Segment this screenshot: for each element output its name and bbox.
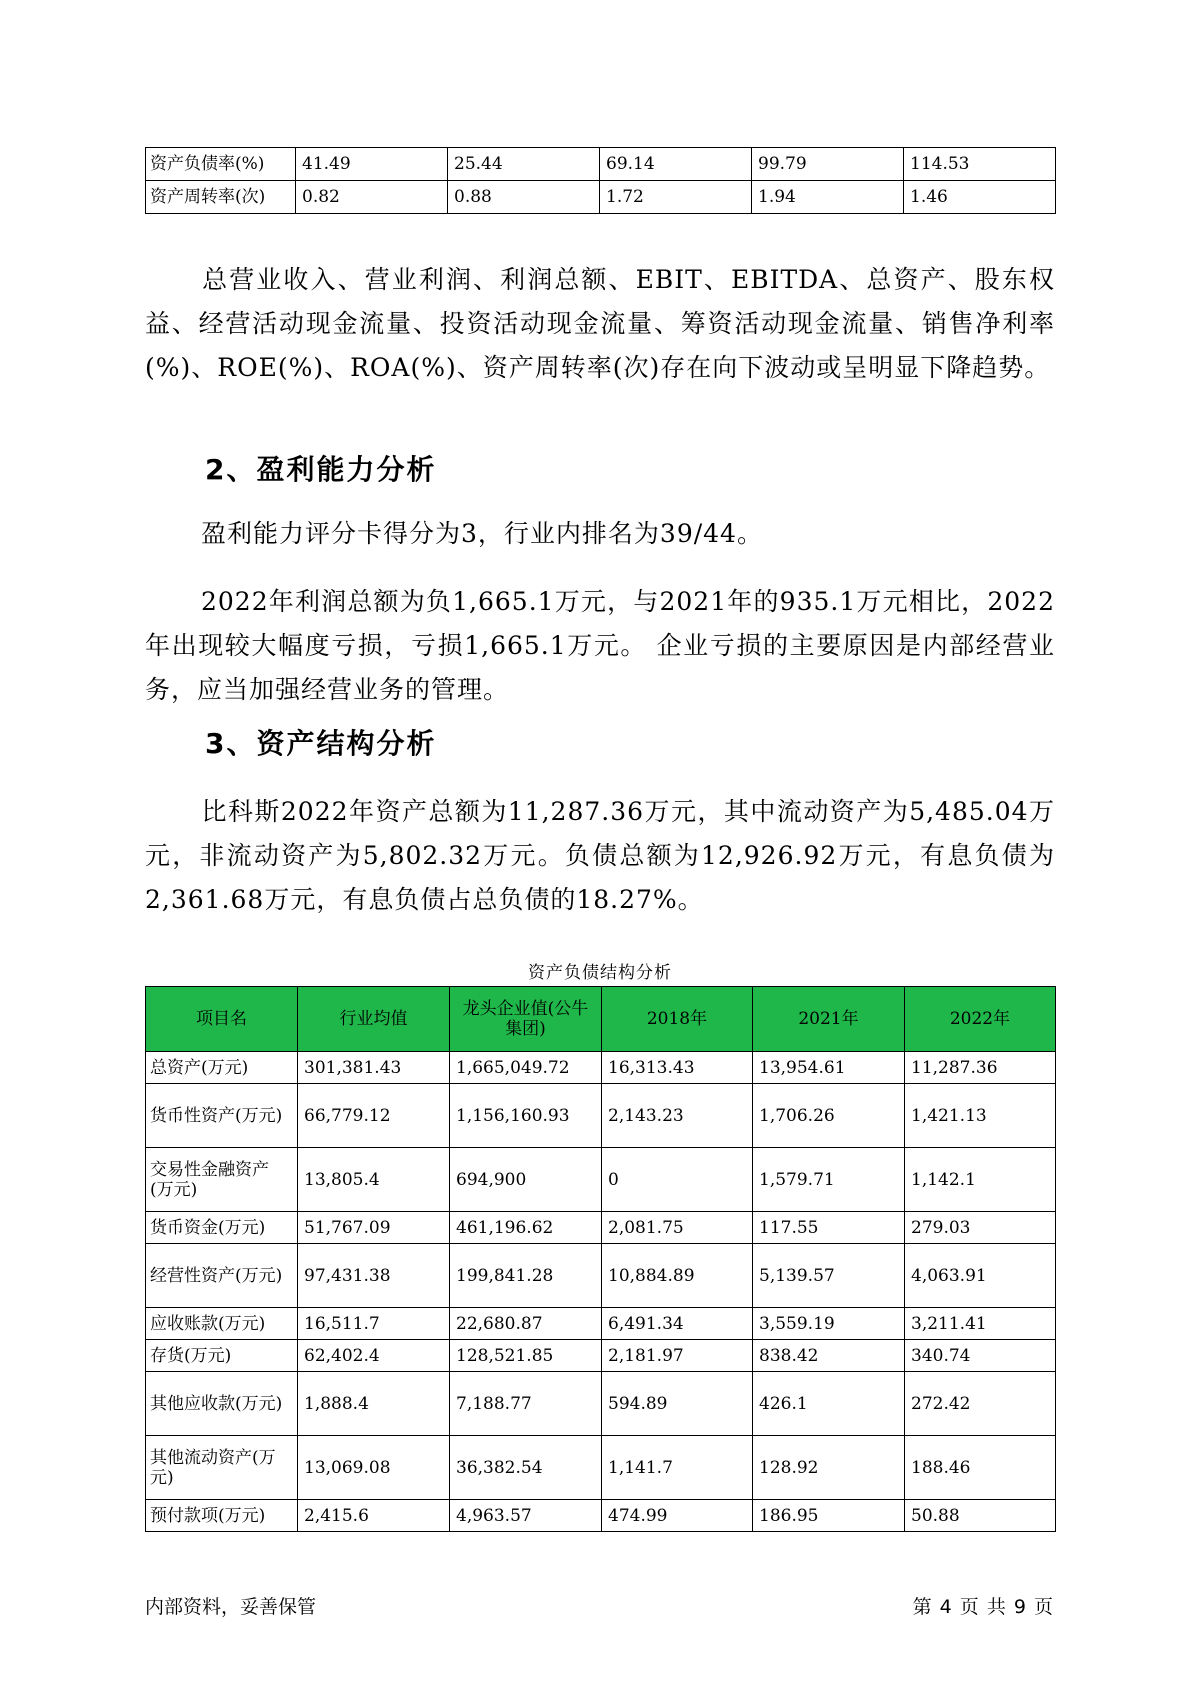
table-cell: 4,963.57 bbox=[450, 1500, 602, 1532]
table-cell: 97,431.38 bbox=[298, 1244, 450, 1308]
table-cell: 13,069.08 bbox=[298, 1436, 450, 1500]
table-cell: 474.99 bbox=[602, 1500, 753, 1532]
table-cell: 13,954.61 bbox=[753, 1052, 905, 1084]
table-row bbox=[146, 1244, 1056, 1308]
table-cell: 22,680.87 bbox=[450, 1308, 602, 1340]
table-cell: 0.88 bbox=[448, 181, 600, 214]
table-cell: 279.03 bbox=[905, 1212, 1056, 1244]
table-row bbox=[146, 1084, 1056, 1148]
row-label: 资产负债率(%) bbox=[146, 148, 296, 181]
row-label: 货币资金(万元) bbox=[146, 1212, 298, 1244]
table-row bbox=[146, 1052, 1056, 1084]
table-row bbox=[146, 1212, 1056, 1244]
table-cell: 2,143.23 bbox=[602, 1084, 753, 1148]
table-cell: 2,415.6 bbox=[298, 1500, 450, 1532]
row-label: 其他应收款(万元) bbox=[146, 1372, 298, 1436]
table-cell: 0.82 bbox=[296, 181, 448, 214]
table-cell: 1.72 bbox=[600, 181, 752, 214]
table-cell: 838.42 bbox=[753, 1340, 905, 1372]
row-label: 应收账款(万元) bbox=[146, 1308, 298, 1340]
table-cell: 128,521.85 bbox=[450, 1340, 602, 1372]
table-cell: 69.14 bbox=[600, 148, 752, 181]
asset-structure-table bbox=[145, 986, 1056, 1532]
table-row bbox=[146, 1340, 1056, 1372]
table-row bbox=[146, 1148, 1056, 1212]
column-header: 项目名 bbox=[146, 987, 298, 1052]
table-caption: 资产负债结构分析 bbox=[528, 963, 672, 983]
table-cell: 99.79 bbox=[752, 148, 904, 181]
table-cell: 1,665,049.72 bbox=[450, 1052, 602, 1084]
table-cell: 50.88 bbox=[905, 1500, 1056, 1532]
table-row bbox=[146, 1500, 1056, 1532]
trend-paragraph bbox=[145, 258, 1055, 390]
row-label: 预付款项(万元) bbox=[146, 1500, 298, 1532]
table-cell: 2,181.97 bbox=[602, 1340, 753, 1372]
table-cell: 1,141.7 bbox=[602, 1436, 753, 1500]
page-number: 第 4 页 共 9 页 bbox=[912, 1596, 1054, 1618]
table-cell: 36,382.54 bbox=[450, 1436, 602, 1500]
row-label: 交易性金融资产(万元) bbox=[146, 1148, 298, 1212]
table-header-row bbox=[146, 987, 1056, 1052]
table-cell: 41.49 bbox=[296, 148, 448, 181]
column-header: 龙头企业值(公牛集团) bbox=[450, 987, 602, 1052]
table-cell: 0 bbox=[602, 1148, 753, 1212]
row-label: 其他流动资产(万元) bbox=[146, 1436, 298, 1500]
row-label: 经营性资产(万元) bbox=[146, 1244, 298, 1308]
table-cell: 272.42 bbox=[905, 1372, 1056, 1436]
table-cell: 1,888.4 bbox=[298, 1372, 450, 1436]
table-cell: 13,805.4 bbox=[298, 1148, 450, 1212]
table-cell: 16,313.43 bbox=[602, 1052, 753, 1084]
table-cell: 25.44 bbox=[448, 148, 600, 181]
table-cell: 3,211.41 bbox=[905, 1308, 1056, 1340]
table-cell: 6,491.34 bbox=[602, 1308, 753, 1340]
table-row bbox=[146, 148, 1056, 181]
table-cell: 188.46 bbox=[905, 1436, 1056, 1500]
column-header: 2022年 bbox=[905, 987, 1056, 1052]
profit-detail-text: 2022年利润总额为负1,665.1万元，与2021年的935.1万元相比，2022年出现较大幅度亏损，亏损1,665.1万元。 企业亏损的主要原因是内部经营业务，应当加强经营业务的管理。 bbox=[145, 587, 1055, 704]
table-row bbox=[146, 1308, 1056, 1340]
table-cell: 4,063.91 bbox=[905, 1244, 1056, 1308]
table-cell: 594.89 bbox=[602, 1372, 753, 1436]
table-cell: 694,900 bbox=[450, 1148, 602, 1212]
table-cell: 199,841.28 bbox=[450, 1244, 602, 1308]
column-header: 行业均值 bbox=[298, 987, 450, 1052]
row-label: 资产周转率(次) bbox=[146, 181, 296, 214]
table-cell: 66,779.12 bbox=[298, 1084, 450, 1148]
column-header: 2021年 bbox=[753, 987, 905, 1052]
table-cell: 10,884.89 bbox=[602, 1244, 753, 1308]
table-cell: 1.94 bbox=[752, 181, 904, 214]
table-cell: 3,559.19 bbox=[753, 1308, 905, 1340]
table-cell: 1,142.1 bbox=[905, 1148, 1056, 1212]
asset-heading: 3、资产结构分析 bbox=[205, 727, 437, 760]
table-cell: 51,767.09 bbox=[298, 1212, 450, 1244]
row-label: 存货(万元) bbox=[146, 1340, 298, 1372]
ratio-table bbox=[145, 147, 1056, 214]
table-cell: 128.92 bbox=[753, 1436, 905, 1500]
table-cell: 1,579.71 bbox=[753, 1148, 905, 1212]
profit-heading: 2、盈利能力分析 bbox=[205, 453, 437, 486]
asset-detail-paragraph bbox=[145, 790, 1055, 922]
table-cell: 1,156,160.93 bbox=[450, 1084, 602, 1148]
table-cell: 426.1 bbox=[753, 1372, 905, 1436]
table-cell: 1.46 bbox=[904, 181, 1056, 214]
table-cell: 301,381.43 bbox=[298, 1052, 450, 1084]
trend-text: 总营业收入、营业利润、利润总额、EBIT、EBITDA、总资产、股东权益、经营活动现金流量、投资活动现金流量、筹资活动现金流量、销售净利率(%)、ROE(%)、ROA(%)、资产周转率(次)存在向下波动或呈明显下降趋势。 bbox=[145, 265, 1055, 382]
column-header: 2018年 bbox=[602, 987, 753, 1052]
table-row bbox=[146, 181, 1056, 214]
table-row bbox=[146, 1372, 1056, 1436]
table-cell: 11,287.36 bbox=[905, 1052, 1056, 1084]
table-cell: 62,402.4 bbox=[298, 1340, 450, 1372]
row-label: 货币性资产(万元) bbox=[146, 1084, 298, 1148]
table-cell: 7,188.77 bbox=[450, 1372, 602, 1436]
table-cell: 5,139.57 bbox=[753, 1244, 905, 1308]
table-cell: 117.55 bbox=[753, 1212, 905, 1244]
table-cell: 1,421.13 bbox=[905, 1084, 1056, 1148]
table-cell: 114.53 bbox=[904, 148, 1056, 181]
table-cell: 1,706.26 bbox=[753, 1084, 905, 1148]
footer-confidential-note: 内部资料，妥善保管 bbox=[145, 1596, 317, 1618]
table-cell: 340.74 bbox=[905, 1340, 1056, 1372]
table-cell: 2,081.75 bbox=[602, 1212, 753, 1244]
profit-detail-paragraph bbox=[145, 580, 1055, 712]
profit-score-text: 盈利能力评分卡得分为3，行业内排名为39/44。 bbox=[201, 519, 763, 548]
table-cell: 16,511.7 bbox=[298, 1308, 450, 1340]
table-row bbox=[146, 1436, 1056, 1500]
row-label: 总资产(万元) bbox=[146, 1052, 298, 1084]
table-cell: 186.95 bbox=[753, 1500, 905, 1532]
profit-score-paragraph bbox=[145, 512, 1055, 556]
table-cell: 461,196.62 bbox=[450, 1212, 602, 1244]
asset-detail-text: 比科斯2022年资产总额为11,287.36万元，其中流动资产为5,485.04万元，非流动资产为5,802.32万元。负债总额为12,926.92万元，有息负债为2,361.68万元，有息负债占总负债的18.27%。 bbox=[145, 797, 1055, 914]
